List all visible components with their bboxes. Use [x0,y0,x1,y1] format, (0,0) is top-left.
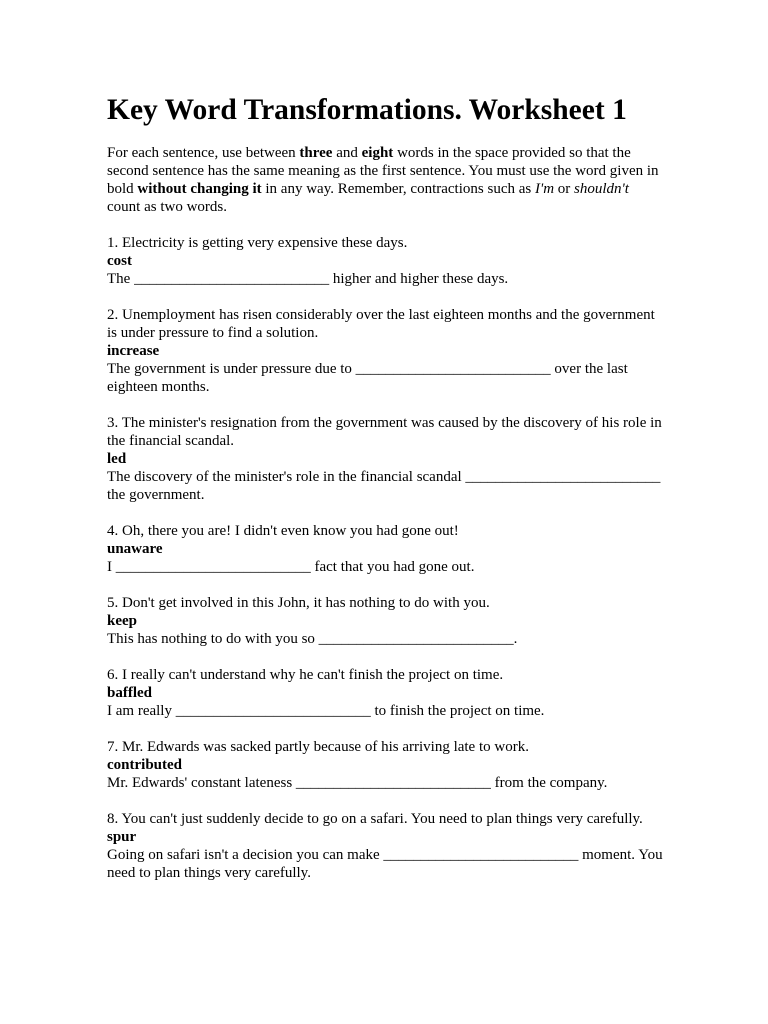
answer-line: The discovery of the minister's role in the financial scandal __________________________ the government. [107,469,661,503]
question-item-6 [107,666,663,720]
answer-line: The __________________________ higher and higher these days. [107,271,509,287]
question-item-5 [107,594,663,648]
key-word: unaware [107,541,163,557]
instructions-bold-eight: eight [361,145,394,161]
instructions-text: and [332,145,362,161]
question-item-3 [107,414,663,504]
key-word: contributed [107,757,182,773]
question-item-8 [107,810,663,882]
instructions-bold-without-changing: without changing it [137,181,262,197]
question-item-2 [107,306,663,396]
instructions-text: or [554,181,575,197]
answer-line: I am really __________________________ to finish the project on time. [107,703,545,719]
instructions-paragraph [107,144,663,216]
key-word: spur [107,829,137,845]
question-item-1 [107,234,663,288]
instructions-text: count as two words. [107,199,227,215]
key-word: increase [107,343,160,359]
original-sentence: 2. Unemployment has risen considerably over the last eighteen months and the government is under pressure to find a solution. [107,307,655,341]
original-sentence: 6. I really can't understand why he can't finish the project on time. [107,667,504,683]
question-item-7 [107,738,663,792]
key-word: keep [107,613,137,629]
answer-line: Mr. Edwards' constant lateness __________________________ from the company. [107,775,608,791]
instructions-italic-shouldnt: shouldn't [574,181,629,197]
instructions-text: For each sentence, use between [107,145,300,161]
key-word: led [107,451,127,467]
instructions-italic-im: I'm [534,181,555,197]
instructions-text: in any way. Remember, contractions such as [261,181,535,197]
original-sentence: 3. The minister's resignation from the government was caused by the discovery of his role in the financial scandal. [107,415,662,449]
answer-line: The government is under pressure due to __________________________ over the last eighteen months. [107,361,628,395]
answer-line: Going on safari isn't a decision you can make __________________________ moment. You need to plan things very carefully. [107,847,663,881]
answer-line: This has nothing to do with you so __________________________. [107,631,518,647]
page-title: Key Word Transformations. Worksheet 1 [107,94,627,126]
worksheet-page [107,90,663,900]
key-word: baffled [107,685,152,701]
original-sentence: 8. You can't just suddenly decide to go on a safari. You need to plan things very carefully. [107,811,643,827]
instructions-bold-three: three [299,145,333,161]
original-sentence: 5. Don't get involved in this John, it has nothing to do with you. [107,595,490,611]
original-sentence: 1. Electricity is getting very expensive these days. [107,235,408,251]
answer-line: I __________________________ fact that you had gone out. [107,559,475,575]
original-sentence: 7. Mr. Edwards was sacked partly because of his arriving late to work. [107,739,529,755]
key-word: cost [107,253,132,269]
instructions-text: words in the space provided so that the second sentence has the same meaning as the first sentence. You must use the word given in bold [107,145,659,197]
original-sentence: 4. Oh, there you are! I didn't even know you had gone out! [107,523,459,539]
question-item-4 [107,522,663,576]
